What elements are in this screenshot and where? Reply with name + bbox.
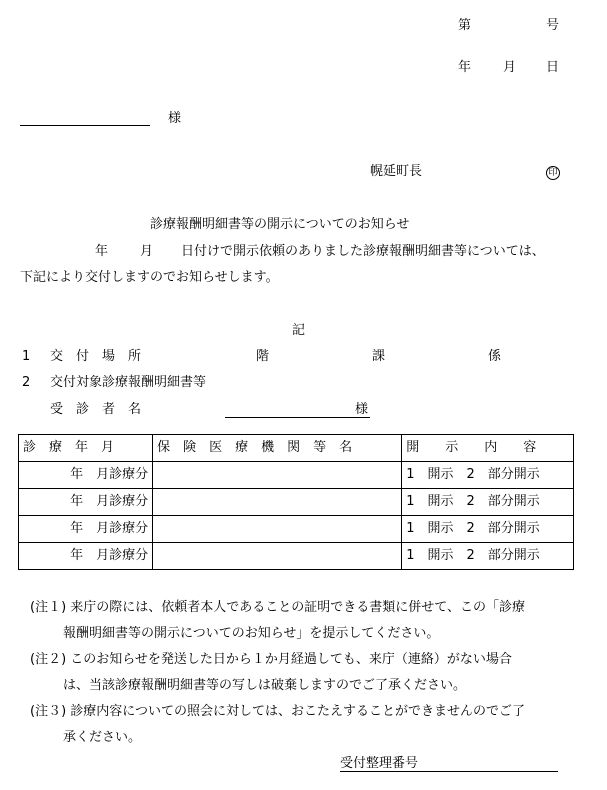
- header-month: 診 療 年 月: [19, 435, 153, 462]
- row-month: 年 月診療分: [19, 543, 153, 570]
- row-month: 年 月診療分: [19, 489, 153, 516]
- row-institution[interactable]: [153, 462, 402, 489]
- intro-line2: 下記により交付しますのでお知らせします。: [20, 270, 279, 285]
- note-text-cont: は、当該診療報酬明細書等の写しは破棄しますのでご了承ください。: [63, 678, 467, 693]
- item1-number: 1: [22, 349, 31, 364]
- row-institution[interactable]: [153, 489, 402, 516]
- sender-name: 幌延町長: [370, 164, 423, 179]
- table-row: [19, 543, 574, 570]
- header-content: 開 示 内 容: [402, 435, 574, 462]
- table-row: [19, 516, 574, 543]
- row-month: 年 月診療分: [19, 462, 153, 489]
- row-content: 1 開示 2 部分開示: [402, 516, 574, 543]
- item1-label: 交 付 場 所: [50, 349, 142, 364]
- row-content: 1 開示 2 部分開示: [402, 489, 574, 516]
- row-month: 年 月診療分: [19, 516, 153, 543]
- doc-number-suffix: 号: [546, 18, 560, 33]
- note-label: (注１): [30, 600, 67, 615]
- note-label: (注２): [30, 652, 67, 667]
- seal-mark: 印: [546, 164, 560, 180]
- item2-label: 交付対象診療報酬明細書等: [50, 375, 207, 390]
- table-header-row: [19, 435, 574, 462]
- table-row: [19, 489, 574, 516]
- disclosure-table: [18, 434, 574, 570]
- note-3: [30, 699, 590, 751]
- note-2: [30, 647, 590, 699]
- note-text-cont: 承ください。: [63, 730, 142, 745]
- item1-section: 課: [372, 349, 386, 364]
- date-year: 年: [458, 60, 472, 75]
- note-text: このお知らせを発送した日から１か月経過しても、来庁（連絡）がない場合: [70, 652, 512, 667]
- item1-floor: 階: [256, 349, 270, 364]
- header-institution: 保 険 医 療 機 関 等 名: [153, 435, 402, 462]
- row-content: 1 開示 2 部分開示: [402, 543, 574, 570]
- row-content: 1 開示 2 部分開示: [402, 462, 574, 489]
- receipt-label: 受付整理番号: [340, 756, 419, 771]
- note-label: (注３): [30, 704, 67, 719]
- date-month: 月: [503, 60, 517, 75]
- ki-heading: 記: [292, 323, 306, 338]
- note-text: 来庁の際には、依頼者本人であることの証明できる書類に併せて、この「診療: [70, 600, 526, 615]
- doc-number-prefix: 第: [458, 18, 472, 33]
- note-1: [30, 595, 590, 647]
- patient-label: 受 診 者 名: [50, 402, 142, 417]
- intro-month: 月: [140, 244, 154, 259]
- patient-name-line: [225, 417, 370, 418]
- row-institution[interactable]: [153, 543, 402, 570]
- item1-subsection: 係: [488, 349, 502, 364]
- patient-suffix: 様: [355, 402, 369, 417]
- receipt-line: [340, 771, 558, 772]
- addressee-suffix: 様: [168, 111, 182, 126]
- addressee-line: [20, 125, 150, 126]
- note-text: 診療内容についての照会に対しては、おこたえすることができませんのでご了: [70, 704, 526, 719]
- item2-number: 2: [22, 375, 31, 390]
- date-day: 日: [546, 60, 560, 75]
- doc-title: 診療報酬明細書等の開示についてのお知らせ: [150, 217, 410, 232]
- note-text-cont: 報酬明細書等の開示についてのお知らせ」を提示してください。: [63, 626, 440, 641]
- intro-year: 年: [95, 244, 109, 259]
- intro-line1: 日付けで開示依頼のありました診療報酬明細書等については、: [181, 244, 545, 259]
- row-institution[interactable]: [153, 516, 402, 543]
- table-row: [19, 462, 574, 489]
